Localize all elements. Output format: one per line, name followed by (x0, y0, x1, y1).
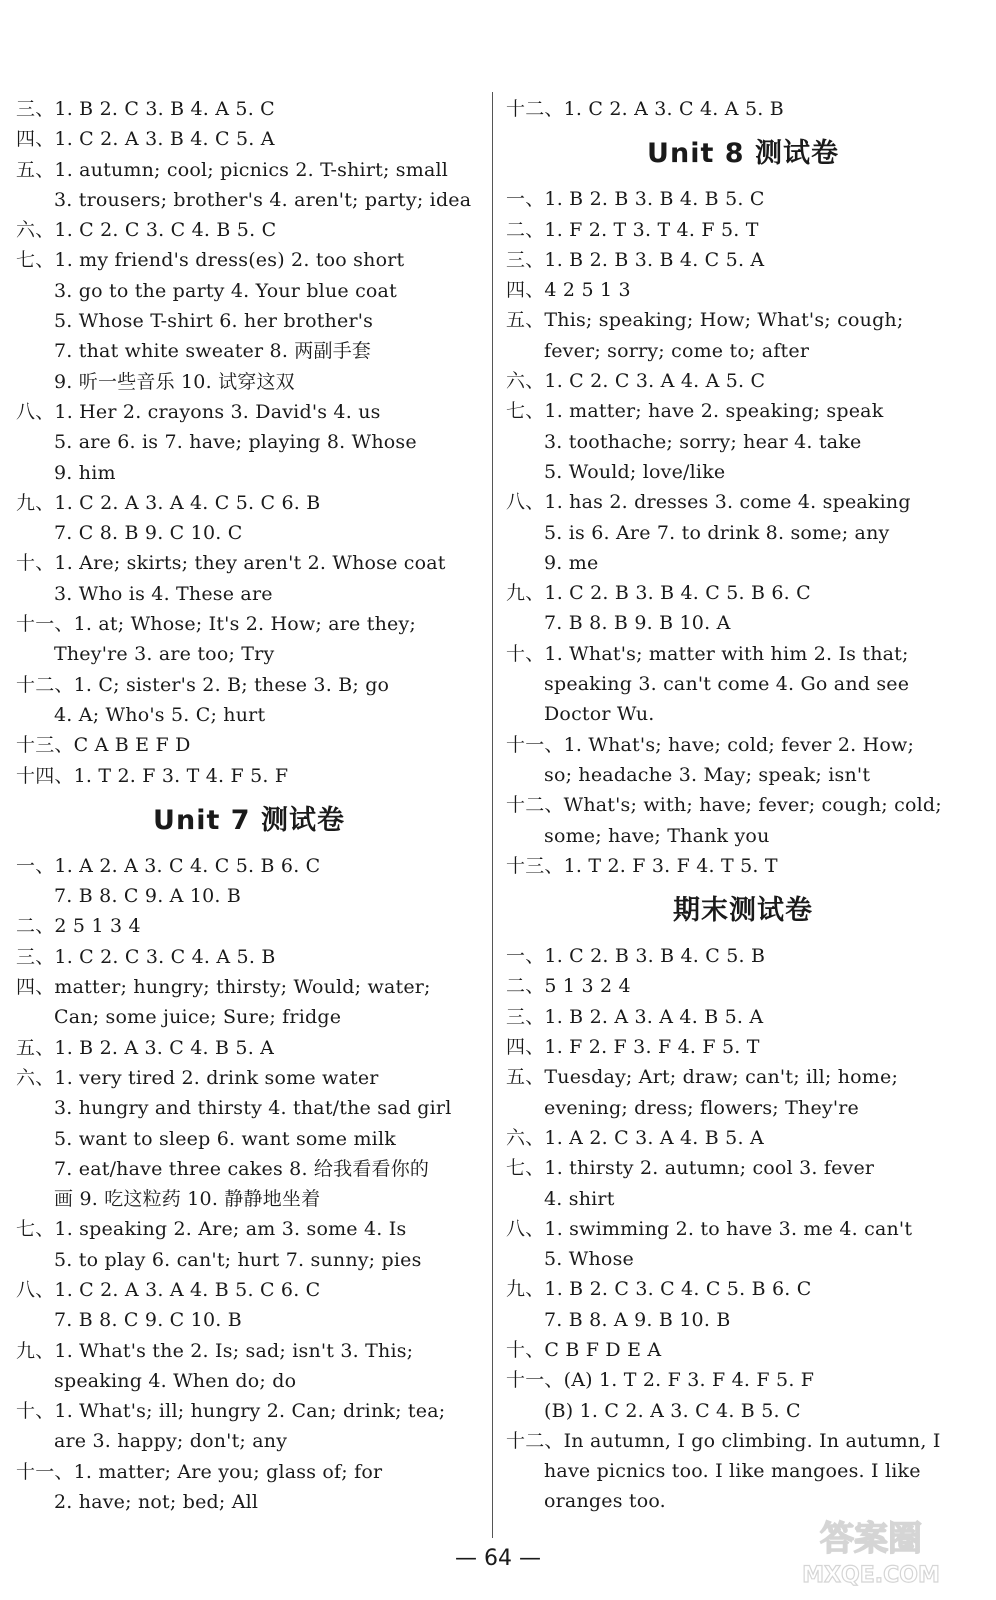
answer-line-continuation: 5. want to sleep 6. want some milk (54, 1127, 396, 1150)
answer-line: 七、1. speaking 2. Are; am 3. some 4. Is (16, 1218, 407, 1241)
answer-line-continuation: 3. go to the party 4. Your blue coat (54, 279, 397, 302)
answer-line-continuation: 7. B 8. C 9. C 10. B (54, 1309, 242, 1332)
answer-line: 五、1. autumn; cool; picnics 2. T-shirt; small (16, 158, 449, 181)
answer-line: 十、1. Are; skirts; they aren't 2. Whose coat (16, 552, 446, 575)
column-divider (492, 92, 493, 1538)
answer-line-continuation: 9. me (544, 551, 599, 574)
answer-line-continuation: 5. Whose T-shirt 6. her brother's (54, 310, 374, 333)
section-heading: Unit 8 测试卷 (647, 138, 839, 170)
answer-line-continuation: 7. C 8. B 9. C 10. C (54, 522, 243, 545)
answer-line: 五、Tuesday; Art; draw; can't; ill; home; (506, 1066, 899, 1089)
answer-line-continuation: 2. have; not; bed; All (54, 1491, 259, 1514)
answer-line: 十一、1. at; Whose; It's 2. How; are they; (16, 613, 416, 636)
answer-line: 四、4 2 5 1 3 (506, 279, 631, 302)
answer-line: 十四、1. T 2. F 3. T 4. F 5. F (16, 764, 289, 787)
answer-line: 八、1. C 2. A 3. A 4. B 5. C 6. C (16, 1278, 321, 1301)
answer-line: 三、1. C 2. C 3. C 4. A 5. B (16, 945, 276, 968)
answer-line: 十三、1. T 2. F 3. F 4. T 5. T (506, 854, 778, 877)
answer-line-wrap: so; headache 3. May; speak; isn't (544, 763, 871, 786)
answer-line-continuation: 5. are 6. is 7. have; playing 8. Whose (54, 431, 417, 454)
answer-line: 九、1. C 2. B 3. B 4. C 5. B 6. C (506, 582, 811, 605)
answer-line: 一、1. B 2. B 3. B 4. B 5. C (506, 188, 765, 211)
answer-line: 十二、In autumn, I go climbing. In autumn, I (506, 1429, 941, 1452)
answer-line-wrap: oranges too. (544, 1490, 666, 1513)
answer-line-continuation: 5. Would; love/like (544, 460, 726, 483)
answer-line-continuation: 3. hungry and thirsty 4. that/the sad girl (54, 1097, 452, 1120)
answer-line: 十一、1. matter; Are you; glass of; for (16, 1460, 383, 1483)
answer-line: 二、5 1 3 2 4 (506, 975, 631, 998)
answer-line: 七、1. matter; have 2. speaking; speak (506, 400, 884, 423)
answer-column-left (16, 94, 482, 1517)
answer-line: 十、1. What's; matter with him 2. Is that; (506, 642, 909, 665)
answer-line-continuation: (B) 1. C 2. A 3. C 4. B 5. C (544, 1399, 801, 1422)
answer-line-wrap: are 3. happy; don't; any (54, 1430, 288, 1453)
section-heading: Unit 7 测试卷 (153, 804, 345, 836)
answer-line: 六、1. C 2. C 3. A 4. A 5. C (506, 370, 766, 393)
answer-line: 四、1. F 2. F 3. F 4. F 5. T (506, 1036, 760, 1059)
answer-line: 八、1. swimming 2. to have 3. me 4. can't (506, 1217, 913, 1240)
answer-column-right (506, 94, 980, 1517)
answer-line: 十三、C A B E F D (16, 734, 191, 757)
answer-line: 十、1. What's; ill; hungry 2. Can; drink; tea; (16, 1400, 446, 1423)
answer-line-continuation: 3. Who is 4. These are (54, 582, 273, 605)
answer-line-continuation: 7. B 8. B 9. B 10. A (544, 612, 731, 635)
answer-line-continuation: 4. shirt (544, 1187, 615, 1210)
answer-line: 三、1. B 2. C 3. B 4. A 5. C (16, 98, 275, 120)
answer-line-continuation: 5. is 6. Are 7. to drink 8. some; any (544, 521, 890, 544)
answer-line: 九、1. What's the 2. Is; sad; isn't 3. This; (16, 1339, 414, 1362)
answer-line-continuation: 4. A; Who's 5. C; hurt (54, 703, 266, 726)
answer-line: 九、1. B 2. C 3. C 4. C 5. B 6. C (506, 1278, 812, 1301)
answer-line: 十二、1. C; sister's 2. B; these 3. B; go (16, 673, 390, 696)
answer-line: 六、1. C 2. C 3. C 4. B 5. C (16, 219, 277, 242)
answer-line-continuation: 画 9. 吃这粒药 10. 静静地坐着 (54, 1188, 321, 1211)
answer-line-continuation: 7. eat/have three cakes 8. 给我看看你的 (54, 1157, 430, 1180)
watermark-brand: 答案圈 (820, 1519, 922, 1559)
answer-line: 九、1. C 2. A 3. A 4. C 5. C 6. B (16, 491, 321, 514)
answer-line: 二、1. F 2. T 3. T 4. F 5. T (506, 218, 759, 241)
answer-line: 十、C B F D E A (506, 1338, 662, 1361)
answer-line: 二、2 5 1 3 4 (16, 915, 141, 938)
answer-line: 三、1. B 2. B 3. B 4. C 5. A (506, 248, 765, 271)
answer-line: 三、1. B 2. A 3. A 4. B 5. A (506, 1005, 764, 1028)
answer-line: 一、1. C 2. B 3. B 4. C 5. B (506, 945, 766, 968)
answer-line-wrap: speaking 3. can't come 4. Go and see (544, 673, 910, 696)
answer-line: 四、matter; hungry; thirsty; Would; water; (16, 976, 431, 999)
watermark-url: MXQE.COM (802, 1563, 940, 1588)
answer-line-continuation: 7. B 8. A 9. B 10. B (544, 1308, 731, 1331)
answer-line-continuation: 7. that white sweater 8. 两副手套 (54, 340, 372, 363)
answer-line-wrap: some; have; Thank you (544, 824, 770, 847)
answer-line-wrap: Can; some juice; Sure; fridge (54, 1006, 342, 1029)
answer-line-wrap: They're 3. are too; Try (54, 643, 275, 666)
answer-line: 一、1. A 2. A 3. C 4. C 5. B 6. C (16, 854, 321, 877)
answer-line: 七、1. my friend's dress(es) 2. too short (16, 249, 405, 272)
answer-line-continuation: 3. trousers; brother's 4. aren't; party; idea (54, 188, 472, 211)
answer-line: 十一、1. What's; have; cold; fever 2. How; (506, 733, 915, 756)
answer-line-wrap: fever; sorry; come to; after (544, 339, 810, 362)
answer-line-continuation: 5. to play 6. can't; hurt 7. sunny; pies (54, 1248, 422, 1271)
answer-line: 六、1. very tired 2. drink some water (16, 1066, 379, 1089)
answer-line: 十二、1. C 2. A 3. C 4. A 5. B (506, 98, 784, 120)
answer-line: 六、1. A 2. C 3. A 4. B 5. A (506, 1126, 764, 1149)
answer-line: 八、1. Her 2. crayons 3. David's 4. us (16, 400, 381, 423)
answer-line-wrap: evening; dress; flowers; They're (544, 1096, 859, 1119)
answer-line-wrap: have picnics too. I like mangoes. I like (544, 1460, 921, 1483)
section-heading: 期末测试卷 (673, 895, 813, 927)
answer-line-continuation: 3. toothache; sorry; hear 4. take (544, 430, 862, 453)
answer-line: 十一、(A) 1. T 2. F 3. F 4. F 5. F (506, 1369, 815, 1392)
watermark-logo (776, 1510, 966, 1590)
answer-line: 八、1. has 2. dresses 3. come 4. speaking (506, 491, 911, 514)
answer-line-continuation: 9. him (54, 461, 116, 484)
answer-line: 五、This; speaking; How; What's; cough; (506, 309, 904, 332)
answer-line-continuation: 9. 听一些音乐 10. 试穿这双 (54, 370, 295, 393)
answer-line-continuation: 5. Whose (544, 1248, 634, 1271)
page-number: — 64 — (455, 1546, 541, 1571)
answer-line: 十二、What's; with; have; fever; cough; cold; (506, 794, 942, 817)
answer-line-continuation: 7. B 8. C 9. A 10. B (54, 885, 242, 908)
answer-line: 四、1. C 2. A 3. B 4. C 5. A (16, 128, 275, 151)
answer-line-wrap: Doctor Wu. (544, 703, 655, 726)
answer-line-wrap: speaking 4. When do; do (54, 1369, 297, 1392)
answer-line: 七、1. thirsty 2. autumn; cool 3. fever (506, 1157, 875, 1180)
answer-line: 五、1. B 2. A 3. C 4. B 5. A (16, 1036, 275, 1059)
